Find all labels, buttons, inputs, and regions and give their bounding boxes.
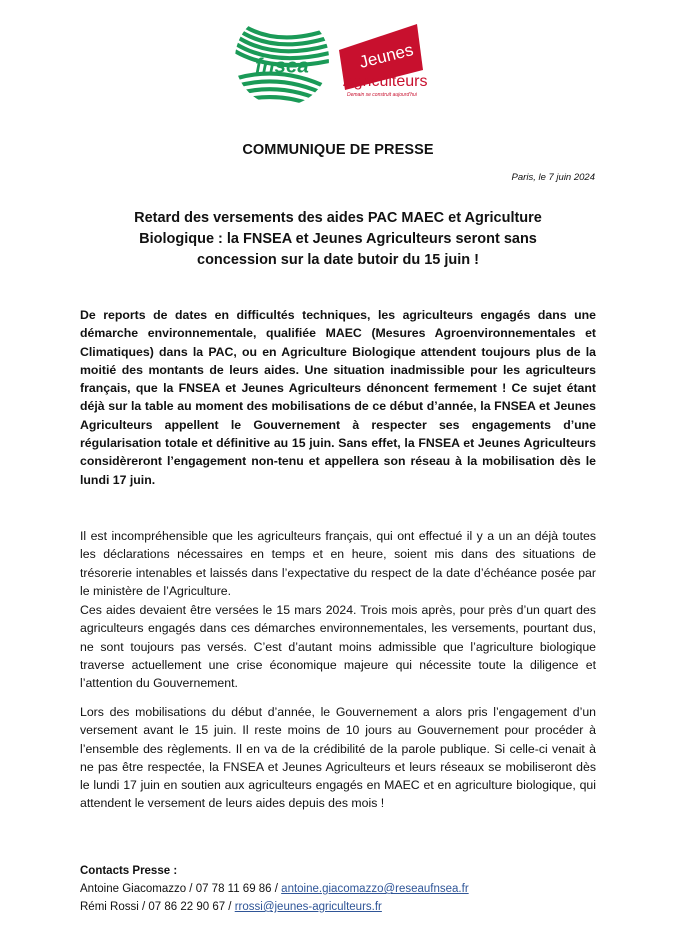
fnsea-logo-text: fnsea [255,54,309,78]
lead-paragraph: De reports de dates en difficultés techniques, les agriculteurs engagés dans une démarche environnementale, qualifiée MAEC (Mesures Agroenvironnementales et Climatiques) dans la PAC, ou en Agriculture Biologique attendent toujours plus de la moitié des montants de leurs aides. Une situation inadmissible pour les agriculteurs français, que la FNSEA et Jeunes Agriculteurs dénoncent fermement ! Ce sujet étant déjà sur la table au moment des mobilisations de ce début d’année, la FNSEA et Jeunes Agriculteurs appellent le Gouvernement à respecter ses engagements d’une régularisation totale et définitive au 15 juin. Sans effet, la FNSEA et Jeunes Agriculteurs considèreront l’engagement non-tenu et appellera son réseau à la mobilisation dès le lundi 17 juin. [80,308,596,487]
contact-name-phone: Antoine Giacomazzo / 07 78 11 69 86 / [80,883,282,895]
place-and-date: Paris, le 7 juin 2024 [511,172,595,183]
headline: Retard des versements des aides PAC MAEC et Agriculture Biologique : la FNSEA et Jeunes Agriculteurs seront sans concession sur la date butoir du 15 juin ! [134,210,542,268]
press-contacts [80,862,469,916]
header-logos [0,10,676,110]
body-paragraph-1: Il est incompréhensible que les agriculteurs français, qui ont effectué il y a un an déjà toutes les déclarations nécessaires en temps et en heure, soient mis dans des situations de trésorerie intenables et laissés dans l’expectative du respect de la date d’échéance posée par le ministère de l’Agriculture. [80,529,596,598]
contact-line [80,880,469,898]
contact-email-link[interactable]: rrossi@jeunes-agriculteurs.fr [234,901,382,913]
fnsea-logo [233,10,331,108]
contact-email-link[interactable]: antoine.giacomazzo@reseaufnsea.fr [281,883,469,895]
contact-line [80,898,469,916]
contacts-title: Contacts Presse : [80,865,178,877]
contact-name-phone: Rémi Rossi / 07 86 22 90 67 / [80,901,235,913]
ja-logo-line1: Jeunes [357,40,416,72]
body-paragraph-3: Lors des mobilisations du début d’année, le Gouvernement a alors pris l’engagement d’un versement avant le 15 juin. Il reste moins de 10 jours au Gouvernement pour procéder à l’ensemble des règlements. Il en va de la crédibilité de la parole publique. Si celle-ci venait à ne pas être respectée, la FNSEA et Jeunes Agriculteurs et leurs réseaux se mobiliseront dès le lundi 17 juin en soutien aux agriculteurs engagés en MAEC et en agriculture biologique, qui attendent le versement de leurs aides depuis des mois ! [80,705,596,811]
body-paragraph-2: Ces aides devaient être versées le 15 mars 2024. Trois mois après, pour près d’un quart des agriculteurs engagés dans ces démarches environnementales, les versements, pourtant dus, ne sont toujours pas versés. C’est d’autant moins admissible que l’agriculture biologique traverse actuellement une crise économique majeure qui nécessite toute la diligence et l’attention du Gouvernement. [80,603,596,691]
ja-logo-line2: Agriculteurs [343,73,428,90]
document-title: COMMUNIQUE DE PRESSE [242,142,434,158]
jeunes-agriculteurs-logo [335,20,455,102]
ja-logo-tagline: Demain se construit aujourd'hui [347,92,417,98]
